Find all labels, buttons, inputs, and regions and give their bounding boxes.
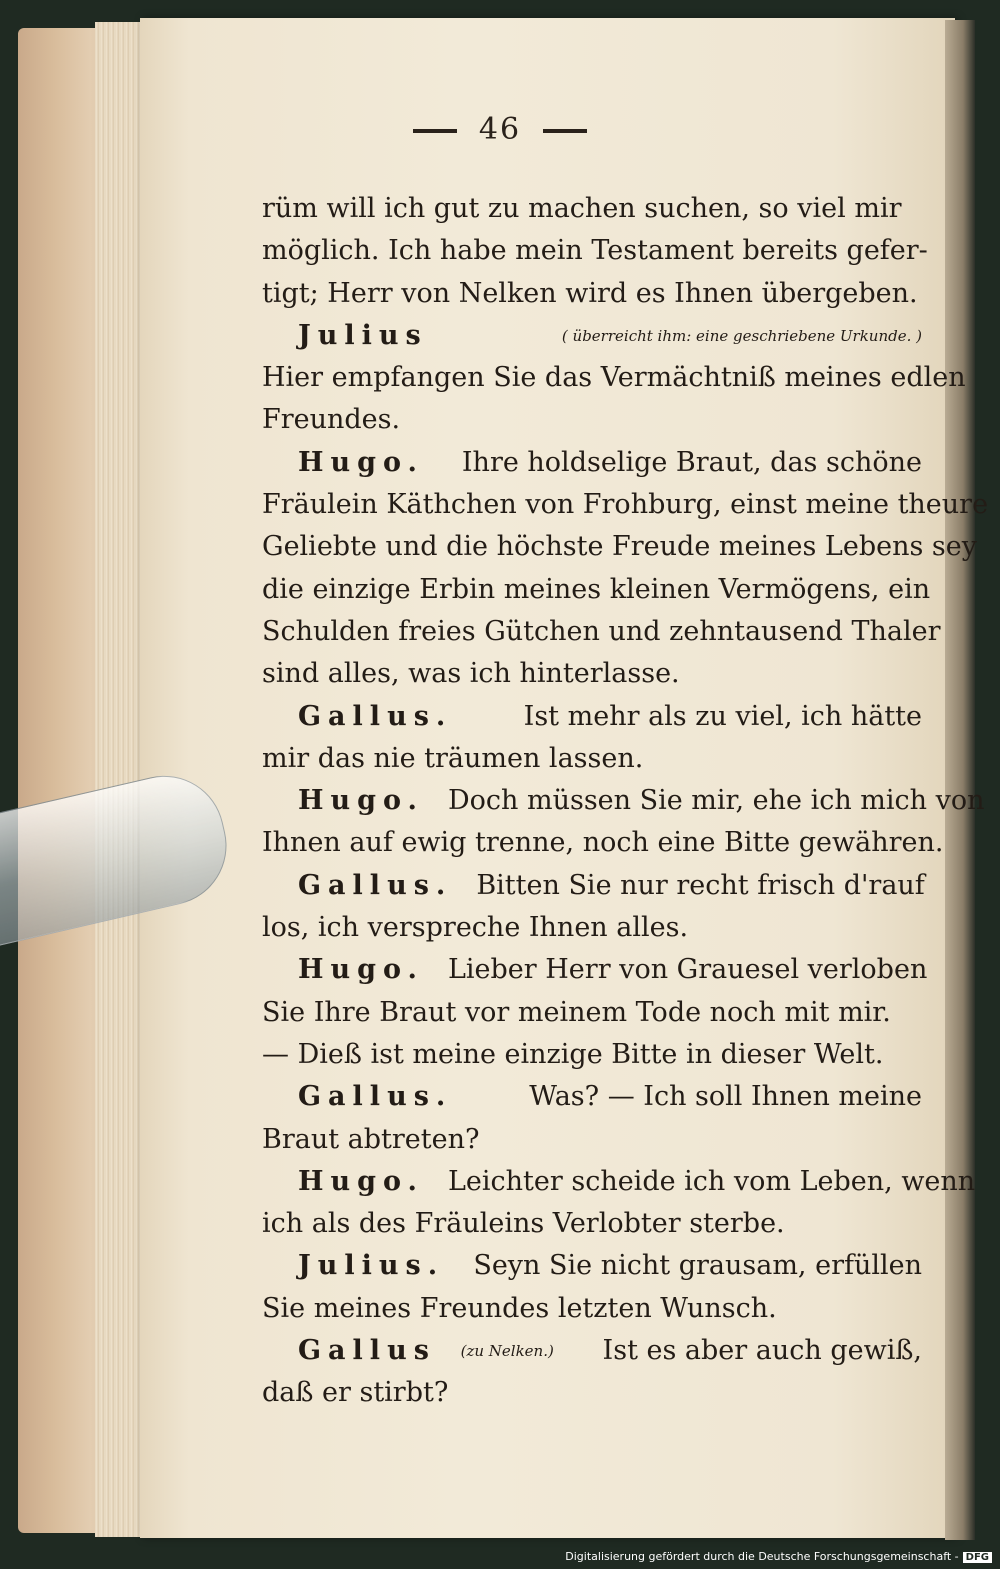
text-line [262, 1119, 922, 1161]
speaker-name: Gallus. [298, 869, 453, 901]
text-line [262, 484, 989, 526]
text-line [262, 399, 922, 441]
page-number [0, 112, 1000, 147]
speaker-name: Hugo. [298, 1165, 424, 1197]
text-line [262, 315, 922, 357]
line-text: Sie Ihre Braut vor meinem Tode noch mit mir. [262, 996, 891, 1028]
line-text: Doch müssen Sie mir, ehe ich mich von [447, 785, 985, 817]
text-line [262, 569, 931, 611]
speaker-name: Hugo. [298, 785, 424, 817]
text-line [262, 865, 925, 907]
page-number-dash-left [413, 129, 457, 133]
line-text: Geliebte und die höchste Freude meines Lebens sey [262, 531, 977, 563]
line-text: Bitten Sie nur recht frisch d'rauf [476, 869, 925, 901]
footer-text: Digitalisierung gefördert durch die Deutsche Forschungsgemeinschaft - [565, 1550, 959, 1563]
line-text: — Dieß ist meine einzige Bitte in dieser Welt. [262, 1038, 884, 1070]
line-text: Lieber Herr von Grauesel verloben [447, 954, 928, 986]
line-text: Ihnen auf ewig trenne, noch eine Bitte gewähren. [262, 827, 944, 859]
text-line [262, 1203, 922, 1245]
text-line [262, 822, 944, 864]
footer-credit [565, 1550, 992, 1563]
text-line [262, 780, 985, 822]
page-number-value: 46 [478, 112, 522, 147]
dfg-logo: DFG [963, 1552, 992, 1563]
text-line [262, 526, 977, 568]
page-text [262, 188, 989, 1415]
text-line [262, 230, 928, 272]
line-text: Leichter scheide ich vom Leben, wenn [447, 1165, 976, 1197]
text-line [262, 1330, 922, 1372]
speaker-name: Julius [298, 319, 428, 351]
line-text: sind alles, was ich hinterlasse. [262, 658, 680, 690]
text-line [262, 1076, 922, 1118]
line-text: Hier empfangen Sie das Vermächtniß meines edlen [262, 362, 966, 394]
text-line [262, 1372, 922, 1414]
line-text: Was? — Ich soll Ihnen meine [529, 1081, 922, 1113]
line-text: Sie meines Freundes letzten Wunsch. [262, 1292, 777, 1324]
line-text: Fräulein Käthchen von Frohburg, einst meine theure [262, 489, 989, 521]
line-text: Seyn Sie nicht grausam, erfüllen [473, 1250, 922, 1282]
text-line [262, 1034, 922, 1076]
speaker-name: Hugo. [298, 446, 424, 478]
line-text: daß er stirbt? [262, 1377, 449, 1409]
text-line [262, 907, 922, 949]
text-line [262, 653, 922, 695]
line-text: die einzige Erbin meines kleinen Vermögens, ein [262, 573, 931, 605]
speaker-name: Gallus. [298, 700, 453, 732]
line-text: los, ich verspreche Ihnen alles. [262, 912, 689, 944]
text-line [262, 1245, 922, 1287]
line-text: Ihre holdselige Braut, das schöne [461, 446, 922, 478]
text-line [262, 738, 922, 780]
line-text: Braut abtreten? [262, 1123, 480, 1155]
line-text: möglich. Ich habe mein Testament bereits gefer- [262, 235, 928, 267]
stage-direction: (zu Nelken.) [460, 1342, 554, 1361]
line-text: Ist mehr als zu viel, ich hätte [523, 700, 922, 732]
speaker-name: Gallus. [298, 1081, 453, 1113]
text-line [262, 949, 928, 991]
text-line [262, 273, 922, 315]
line-text: mir das nie träumen lassen. [262, 742, 644, 774]
text-line [262, 611, 941, 653]
text-line [262, 442, 922, 484]
line-text: tigt; Herr von Nelken wird es Ihnen übergeben. [262, 277, 918, 309]
text-line [262, 188, 922, 230]
speaker-name: Julius. [298, 1250, 445, 1282]
stage-direction: ( überreicht ihm: eine geschriebene Urkunde. ) [561, 326, 922, 345]
line-text: ich als des Fräuleins Verlobter sterbe. [262, 1208, 785, 1240]
line-text: Ist es aber auch gewiß, [602, 1335, 922, 1367]
text-line [262, 992, 922, 1034]
page-number-dash-right [543, 129, 587, 133]
speaker-name: Gallus [298, 1335, 436, 1367]
line-text: Schulden freies Gütchen und zehntausend Thaler [262, 615, 941, 647]
text-line [262, 357, 966, 399]
text-line [262, 1161, 976, 1203]
text-line [262, 696, 922, 738]
text-line [262, 1288, 922, 1330]
speaker-name: Hugo. [298, 954, 424, 986]
line-text: rüm will ich gut zu machen suchen, so viel mir [262, 193, 902, 224]
line-text: Freundes. [262, 404, 401, 436]
